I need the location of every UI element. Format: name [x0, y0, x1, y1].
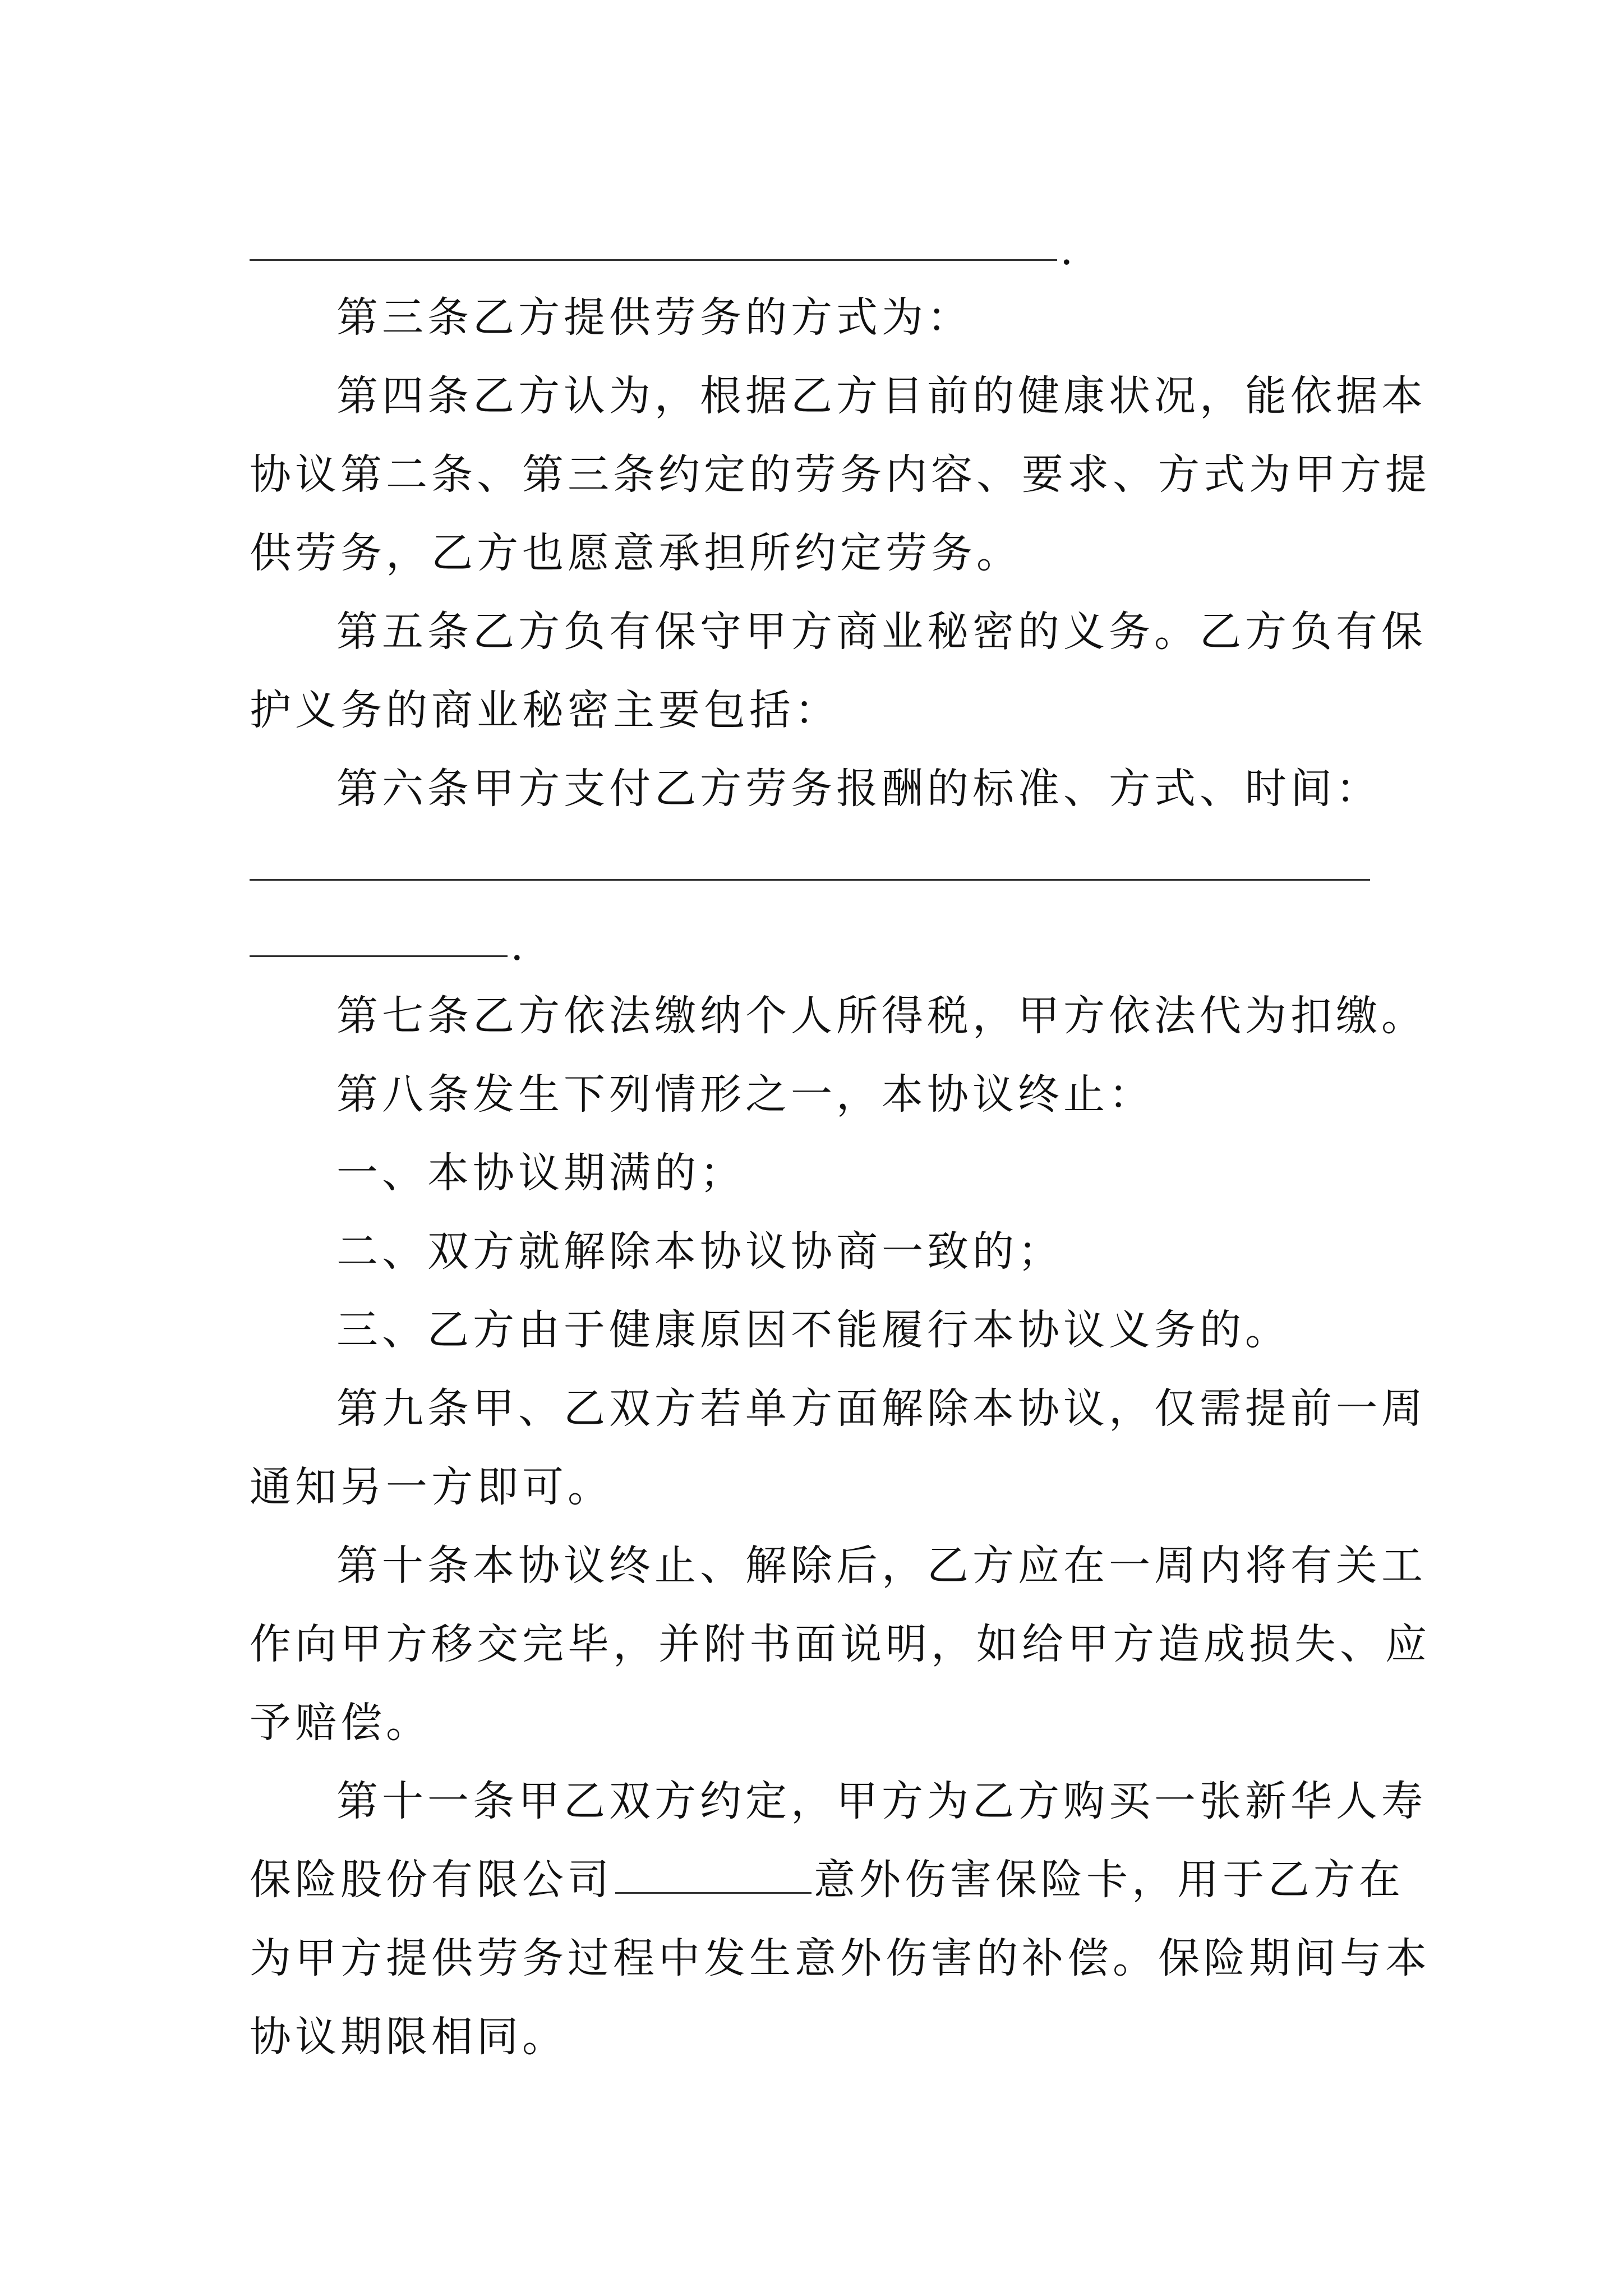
article-10-line-1: 第十条本协议终止、解除后，乙方应在一周内将有关工 [336, 1542, 1427, 1590]
article-9-line-1: 第九条甲、乙双方若单方面解除本协议，仅需提前一周 [336, 1384, 1427, 1433]
article-3: 第三条乙方提供劳务的方式为： [336, 293, 972, 342]
article-10-line-3: 予赔偿。 [250, 1699, 431, 1747]
article-5-line-1: 第五条乙方负有保守甲方商业秘密的义务。乙方负有保 [336, 608, 1427, 656]
period-mark: . [1060, 226, 1073, 274]
article-4-line-2: 协议第二条、第三条约定的劳务内容、要求、方式为甲方提 [250, 450, 1431, 499]
list-item-2: 二、双方就解除本协议协商一致的； [336, 1227, 1063, 1276]
article-10-line-2: 作向甲方移交完毕，并附书面说明，如给甲方造成损失、应 [250, 1620, 1431, 1668]
article-6: 第六条甲方支付乙方劳务报酬的标准、方式、时间： [336, 765, 1381, 813]
article-8: 第八条发生下列情形之一，本协议终止： [336, 1070, 1154, 1119]
article-11-line-4: 协议期限相同。 [250, 2013, 568, 2061]
article-9-line-2: 通知另一方即可。 [250, 1463, 613, 1511]
list-item-3: 三、乙方由于健康原因不能履行本协议义务的。 [336, 1306, 1290, 1354]
article-11-company-text: 保险股份有限公司 [250, 1856, 613, 1904]
article-11-card-text: 意外伤害保险卡，用于乙方在 [814, 1856, 1404, 1904]
article-7: 第七条乙方依法缴纳个人所得税，甲方依法代为扣缴。 [336, 992, 1427, 1040]
article-11-line-2 [250, 1854, 1404, 1906]
article-11-line-1: 第十一条甲乙双方约定，甲方为乙方购买一张新华人寿 [336, 1777, 1427, 1825]
article-4-line-1: 第四条乙方认为，根据乙方目前的健康状况，能依据本 [336, 372, 1427, 420]
fill-in-blank-line [250, 879, 1370, 881]
period-mark: . [510, 922, 524, 970]
article-5-line-2: 护义务的商业秘密主要包括： [250, 686, 840, 734]
fill-in-blank-line [250, 955, 508, 957]
article-11-line-3: 为甲方提供劳务过程中发生意外伤害的补偿。保险期间与本 [250, 1934, 1431, 1982]
article-4-line-3: 供劳务，乙方也愿意承担所约定劳务。 [250, 529, 1022, 577]
fill-in-blank-line [615, 1858, 811, 1894]
list-item-1: 一、本协议期满的； [336, 1149, 745, 1197]
fill-in-blank-line [250, 259, 1057, 261]
